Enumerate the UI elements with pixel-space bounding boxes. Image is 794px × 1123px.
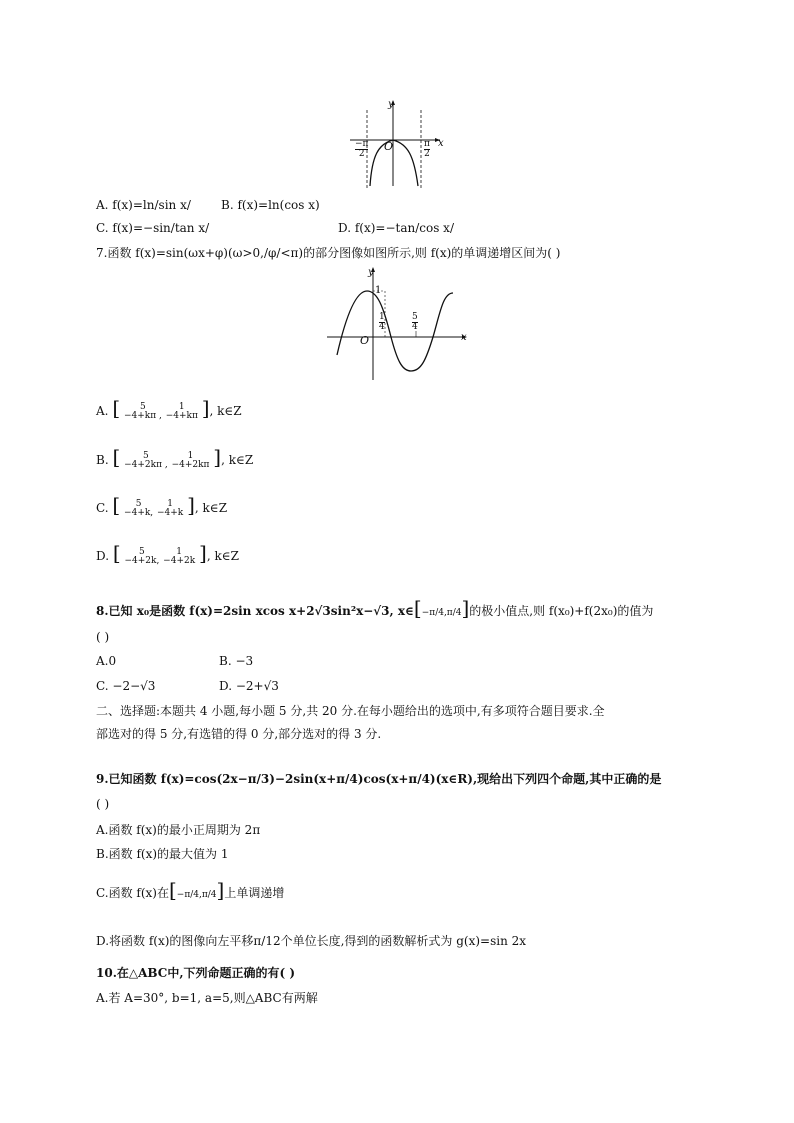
q9-c-tail: 上单调递增 (224, 886, 285, 900)
section-2-heading-line-1: 二、选择题:本题共 4 小题,每小题 5 分,共 20 分.在每小题给出的选项中,有多项符合题目要求.全 (96, 704, 605, 718)
q9-option-d[interactable]: D.将函数 f(x)的图像向左平移π/12个单位长度,得到的函数解析式为 g(x)=sin 2x (96, 934, 527, 948)
right-bracket: ] (216, 878, 225, 902)
q7-option-d[interactable] (96, 543, 239, 566)
q8-answer-paren: ( ) (96, 630, 110, 644)
interval-expr: 1 −4+2k (163, 546, 196, 566)
q8-stem-tail: 的极小值点,则 f(x₀)+f(2x₀)的值为 (469, 604, 654, 618)
left-bracket: [ (112, 493, 121, 517)
q9-c-interval: −π/4,π/4 (176, 890, 217, 900)
option-tail: , k∈Z (194, 501, 228, 515)
left-bracket: [ (112, 396, 121, 420)
fig2-quarter-label: $\frac{1}{4}$ (379, 312, 385, 332)
interval-expr: 1 −4+kπ (165, 401, 198, 421)
fig1-half-pi-label: $\frac{\pi}{2}$ (424, 139, 430, 159)
fig2-y-label: y (368, 267, 374, 278)
q9-option-c[interactable] (96, 880, 284, 901)
q8-interval: −π/4,π/4 (421, 608, 462, 618)
left-bracket: [ (413, 596, 422, 620)
q10-stem: 10.在△ABC中,下列命题正确的有( ) (96, 966, 296, 980)
option-label: C. (96, 501, 109, 515)
fig1-x-label: x (438, 138, 444, 149)
q9-stem: 9.已知函数 f(x)=cos(2x−π/3)−2sin(x+π/4)cos(x+π/4)(x∈R),现给出下列四个命题,其中正确的是 (96, 772, 662, 786)
interval-expr: 5 −4+2kπ , (124, 450, 168, 470)
q8-option-a[interactable]: A.0 (96, 654, 117, 668)
interval-expr: 5 −4+2k, (124, 546, 160, 566)
q9-option-b[interactable]: B.函数 f(x)的最大值为 1 (96, 847, 229, 861)
q9-answer-paren: ( ) (96, 797, 110, 811)
right-bracket: ] (187, 493, 195, 517)
q8-option-c[interactable]: C. −2−√3 (96, 679, 156, 693)
interval-expr: 1 −4+k (157, 498, 184, 518)
option-label: D. (96, 549, 110, 563)
right-bracket: ] (213, 445, 222, 469)
option-tail: , k∈Z (209, 404, 242, 418)
figure-2-sine-graph (325, 265, 475, 385)
q8-option-b[interactable]: B. −3 (219, 654, 254, 668)
q7-stem: 7.函数 f(x)=sin(ωx+φ)(ω>0,/φ/<π)的部分图像如图所示,则 f(x)的单调递增区间为( ) (96, 246, 561, 260)
interval-expr: 5 −4+k, (124, 498, 154, 518)
option-tail: , k∈Z (206, 549, 239, 563)
q6-option-d[interactable]: D. f(x)=−tan/cos x/ (338, 221, 454, 235)
q8-stem (96, 598, 653, 619)
right-bracket: ] (461, 596, 470, 620)
q7-option-c[interactable] (96, 495, 227, 518)
fig2-origin-label: O (360, 334, 370, 347)
q8-option-d[interactable]: D. −2+√3 (219, 679, 279, 693)
left-bracket: [ (168, 878, 177, 902)
section-2-heading-line-2: 部选对的得 5 分,有选错的得 0 分,部分选对的得 3 分. (96, 727, 382, 741)
option-label: A. (96, 404, 109, 418)
left-bracket: [ (112, 445, 121, 469)
q6-option-b[interactable]: B. f(x)=ln(cos x) (221, 198, 320, 212)
fig1-origin-label: O (384, 140, 394, 153)
left-bracket: [ (112, 541, 121, 565)
fig1-y-label: y (388, 99, 394, 110)
fig2-max-label: 1 (375, 285, 382, 296)
q7-option-a[interactable] (96, 398, 242, 421)
interval-expr: 5 −4+kπ , (123, 401, 162, 421)
option-tail: , k∈Z (221, 453, 254, 467)
q7-option-b[interactable] (96, 447, 253, 470)
q9-c-text: C.函数 f(x)在 (96, 886, 169, 900)
fig1-neg-half-pi-label: $\frac{-\pi}{2}$ (355, 139, 369, 159)
fig2-x-label: x (461, 332, 467, 343)
q9-option-a[interactable]: A.函数 f(x)的最小正周期为 2π (96, 823, 261, 837)
q10-option-a[interactable]: A.若 A=30°, b=1, a=5,则△ABC有两解 (96, 991, 318, 1005)
q8-stem-text: 8.已知 x₀是函数 f(x)=2sin xcos x+2√3sin²x−√3, x∈ (96, 604, 414, 618)
option-label: B. (96, 453, 109, 467)
right-bracket: ] (201, 396, 210, 420)
right-bracket: ] (199, 541, 207, 565)
interval-expr: 1 −4+2kπ (171, 450, 210, 470)
fig2-five-quarter-label: $\frac{5}{4}$ (412, 312, 418, 332)
q6-option-c[interactable]: C. f(x)=−sin/tan x/ (96, 221, 210, 235)
q6-option-a[interactable]: A. f(x)=ln/sin x/ (96, 198, 191, 212)
